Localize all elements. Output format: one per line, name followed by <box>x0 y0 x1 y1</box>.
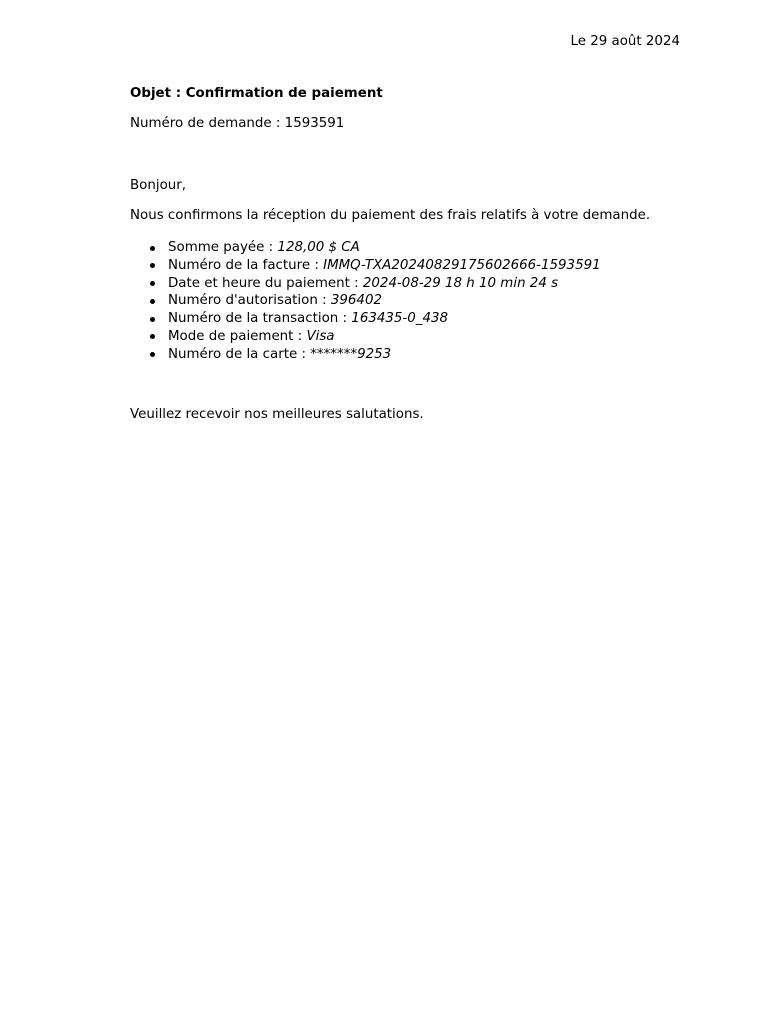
letter-date: Le 29 août 2024 <box>570 34 680 49</box>
bullet-icon <box>150 263 155 268</box>
detail-label: Mode de paiement : <box>168 328 307 344</box>
detail-value: IMMQ-TXA20240829175602666-1593591 <box>323 257 601 273</box>
bullet-icon <box>150 281 155 286</box>
detail-value: 163435-0_438 <box>351 311 449 327</box>
detail-value: 128,00 $ CA <box>277 240 360 255</box>
letter-subject: Objet : Confirmation de paiement <box>130 86 383 101</box>
detail-payment-datetime <box>148 275 601 293</box>
detail-value: 396402 <box>330 293 382 309</box>
detail-value: 2024-08-29 18 h 10 min 24 s <box>362 275 559 291</box>
detail-card-number <box>148 346 601 364</box>
detail-invoice-number <box>148 257 601 275</box>
letter-greeting: Bonjour, <box>130 178 187 193</box>
bullet-icon <box>150 352 155 357</box>
bullet-icon <box>150 334 155 339</box>
detail-value: Visa <box>306 328 335 344</box>
bullet-icon <box>150 299 155 304</box>
detail-label: Numéro d'autorisation : <box>168 293 331 309</box>
letter-closing: Veuillez recevoir nos meilleures salutations. <box>130 407 424 422</box>
detail-label: Somme payée : <box>168 240 278 255</box>
request-number: Numéro de demande : 1593591 <box>130 116 345 131</box>
detail-label: Numéro de la carte : <box>168 346 311 362</box>
detail-label: Date et heure du paiement : <box>168 275 363 291</box>
letter-intro: Nous confirmons la réception du paiement des frais relatifs à votre demande. <box>130 208 651 223</box>
detail-amount-paid <box>148 239 601 257</box>
bullet-icon <box>150 246 155 251</box>
detail-payment-method <box>148 328 601 346</box>
detail-transaction-number <box>148 310 601 328</box>
detail-authorization-number <box>148 292 601 310</box>
payment-details-list <box>148 239 601 364</box>
detail-value: *******9253 <box>310 346 392 362</box>
detail-label: Numéro de la transaction : <box>168 311 352 327</box>
detail-label: Numéro de la facture : <box>168 257 324 273</box>
bullet-icon <box>150 317 155 322</box>
